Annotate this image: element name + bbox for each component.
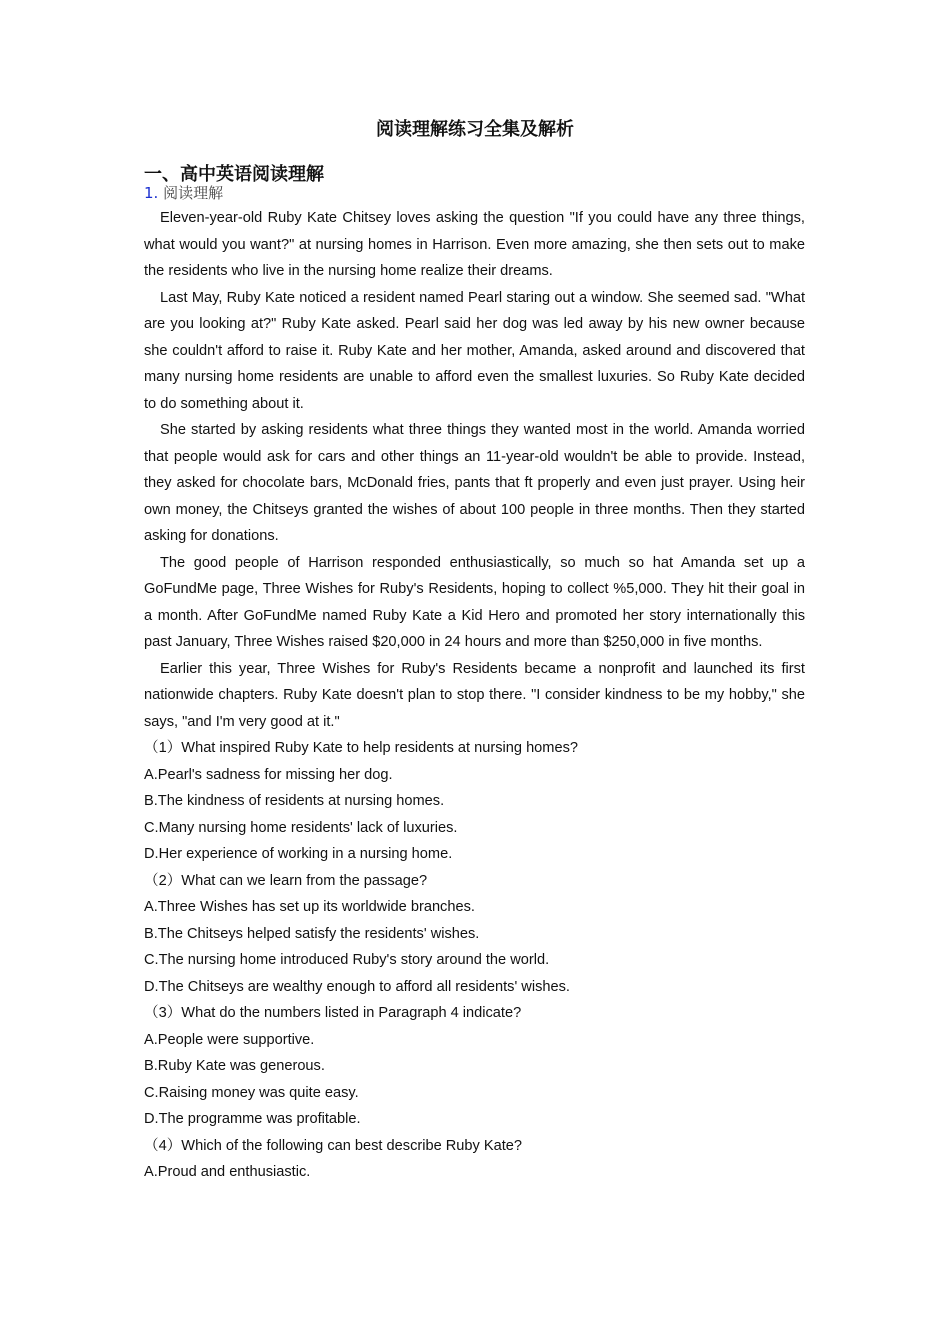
option: C.The nursing home introduced Ruby's story around the world. <box>144 952 550 968</box>
option: B.Ruby Kate was generous. <box>144 1058 325 1074</box>
page-title: 阅读理解练习全集及解析 <box>376 119 574 140</box>
section-heading: 一、高中英语阅读理解 <box>144 164 324 185</box>
question-number: 1. <box>144 184 159 202</box>
option: C.Many nursing home residents' lack of luxuries. <box>144 819 458 836</box>
option: D.The programme was profitable. <box>144 1111 361 1127</box>
passage <box>144 205 805 1186</box>
option: A.Proud and enthusiastic. <box>144 1164 311 1180</box>
question-header <box>144 182 223 203</box>
option: C.Raising money was quite easy. <box>144 1084 359 1101</box>
question: （2）What can we learn from the passage? <box>144 872 428 889</box>
paragraph: Eleven-year-old Ruby Kate Chitsey loves asking the question "If you could have any three things, what would you want?" at nursing homes in Harrison. Even more amazing, she then sets out to make the residents who live in the nursing home realize their dreams. <box>144 210 805 279</box>
paragraph: She started by asking residents what three things they wanted most in the world. Amanda worried that people would ask for cars and other things an 11-year-old wouldn't be able to provide. Instead, they asked for chocolate bars, McDonald fries, pants that ft properly and even just prayer. Using heir own money, the Chitseys granted the wishes of about 100 people in three months. Then they started asking for donations. <box>144 422 805 544</box>
option: A.Three Wishes has set up its worldwide branches. <box>144 899 475 915</box>
question: （4）Which of the following can best describe Ruby Kate? <box>144 1137 523 1154</box>
question-type: 阅读理解 <box>163 184 224 202</box>
option: D.Her experience of working in a nursing home. <box>144 846 453 862</box>
option: A.Pearl's sadness for missing her dog. <box>144 766 393 783</box>
question: （3）What do the numbers listed in Paragraph 4 indicate? <box>144 1005 522 1021</box>
paragraph: Earlier this year, Three Wishes for Ruby's Residents became a nonprofit and launched its first nationwide chapters. Ruby Kate doesn't plan to stop there. "I consider kindness to be my hobby," she says, "and I'm very good at it." <box>144 660 805 730</box>
option: B.The kindness of residents at nursing homes. <box>144 793 445 809</box>
paragraph: The good people of Harrison responded enthusiastically, so much so hat Amanda set up a GoFundMe page, Three Wishes for Ruby's Residents, hoping to collect %5,000. They hit their goal in a month. After GoFundMe named Ruby Kate a Kid Hero and promoted her story internationally this past January, Three Wishes raised $20,000 in 24 hours and more than $250,000 in five months. <box>144 554 805 650</box>
option: B.The Chitseys helped satisfy the residents' wishes. <box>144 925 480 942</box>
option: D.The Chitseys are wealthy enough to afford all residents' wishes. <box>144 978 570 995</box>
option: A.People were supportive. <box>144 1031 315 1048</box>
question: （1）What inspired Ruby Kate to help residents at nursing homes? <box>144 740 578 756</box>
paragraph: Last May, Ruby Kate noticed a resident named Pearl staring out a window. She seemed sad. "What are you looking at?" Ruby Kate asked. Pearl said her dog was led away by his new owner because she couldn't afford to raise it. Ruby Kate and her mother, Amanda, asked around and discovered that many nursing home residents are unable to afford even the smallest luxuries. So Ruby Kate decided to do something about it. <box>144 289 805 412</box>
